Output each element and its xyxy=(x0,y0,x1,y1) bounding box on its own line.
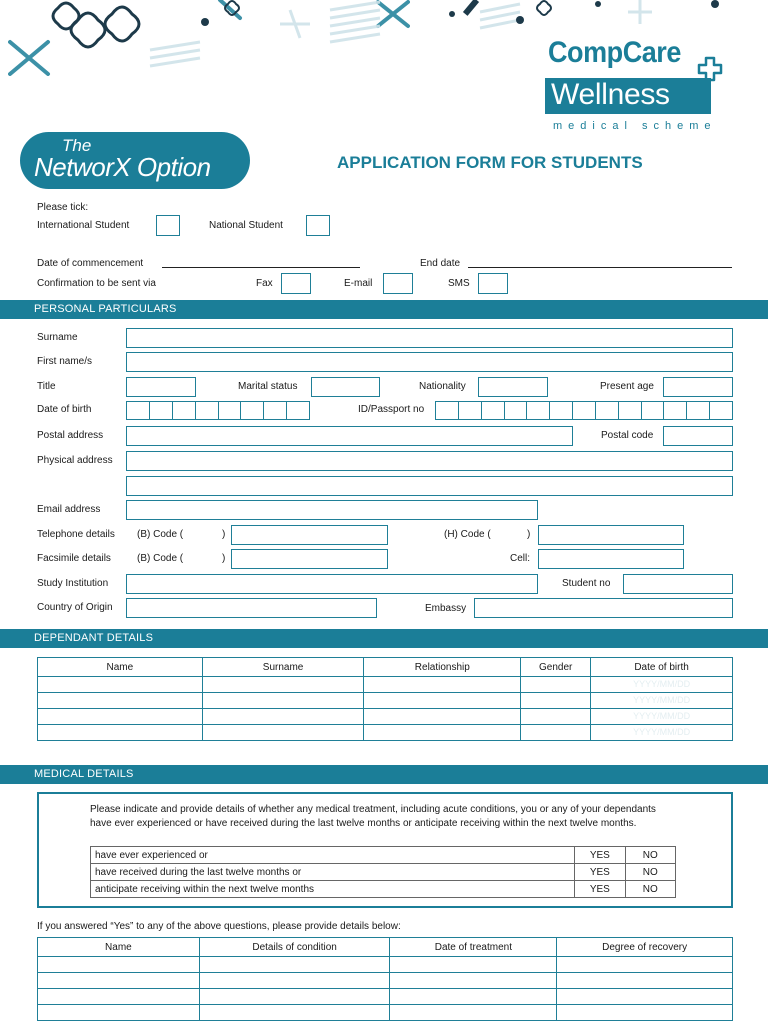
dob-input[interactable] xyxy=(126,401,310,420)
national-student-checkbox[interactable] xyxy=(306,215,330,236)
table-cell[interactable] xyxy=(591,677,733,693)
table-cell[interactable] xyxy=(390,957,557,973)
telephone-b-input[interactable] xyxy=(231,525,388,545)
present-age-label: Present age xyxy=(600,381,654,392)
facsimile-b-code-close: ) xyxy=(222,553,226,564)
table-cell[interactable] xyxy=(199,989,390,1005)
table-cell[interactable] xyxy=(199,957,390,973)
embassy-input[interactable] xyxy=(474,598,733,618)
dependant-header-row xyxy=(38,658,733,677)
international-student-checkbox[interactable] xyxy=(156,215,180,236)
compcare-logo xyxy=(545,36,735,136)
confirmation-label: Confirmation to be sent via xyxy=(37,278,156,289)
dob-placeholder: YYYY/MM/DD xyxy=(633,711,691,721)
no-option[interactable]: NO xyxy=(625,847,675,864)
study-institution-label: Study Institution xyxy=(37,578,109,589)
table-cell[interactable] xyxy=(521,709,591,725)
table-cell[interactable] xyxy=(38,989,200,1005)
fax-checkbox[interactable] xyxy=(281,273,311,294)
personal-heading: PERSONAL PARTICULARS xyxy=(34,303,177,315)
email-checkbox[interactable] xyxy=(383,273,413,294)
table-cell[interactable] xyxy=(38,1005,200,1021)
form-title: APPLICATION FORM FOR STUDENTS xyxy=(337,153,643,172)
tick-prompt: Please tick: xyxy=(37,202,89,213)
facsimile-b-code-label: (B) Code ( xyxy=(137,553,184,564)
national-student-label: National Student xyxy=(209,220,283,231)
medical-question-text: have ever experienced or xyxy=(91,847,575,864)
physical-address-label: Physical address xyxy=(37,455,113,466)
dependant-col-gender: Gender xyxy=(521,658,591,677)
surname-label: Surname xyxy=(37,332,78,343)
email-option-label: E-mail xyxy=(344,278,373,289)
table-cell[interactable] xyxy=(202,709,364,725)
logo-line2: Wellness xyxy=(551,78,670,111)
country-origin-input[interactable] xyxy=(126,598,377,618)
table-cell[interactable] xyxy=(521,693,591,709)
table-cell[interactable] xyxy=(390,989,557,1005)
medical-question-row xyxy=(91,864,676,881)
table-cell[interactable] xyxy=(591,709,733,725)
medical-col-treatment-date: Date of treatment xyxy=(390,938,557,957)
first-names-input[interactable] xyxy=(126,352,733,372)
dependant-col-name: Name xyxy=(38,658,203,677)
email-address-label: Email address xyxy=(37,504,101,515)
yes-option[interactable]: YES xyxy=(575,864,625,881)
medical-details-header-row xyxy=(38,938,733,957)
logo-line1: CompCare xyxy=(548,36,681,69)
table-cell[interactable] xyxy=(591,693,733,709)
dependant-col-relationship: Relationship xyxy=(364,658,521,677)
table-cell[interactable] xyxy=(38,693,203,709)
medical-question-row xyxy=(91,881,676,898)
table-cell[interactable] xyxy=(202,677,364,693)
cell-input[interactable] xyxy=(538,549,684,569)
email-address-input[interactable] xyxy=(126,500,538,520)
table-cell[interactable] xyxy=(390,1005,557,1021)
table-cell[interactable] xyxy=(202,725,364,741)
table-cell[interactable] xyxy=(199,1005,390,1021)
id-passport-label: ID/Passport no xyxy=(358,404,425,415)
postal-address-input[interactable] xyxy=(126,426,573,446)
table-cell[interactable] xyxy=(390,973,557,989)
table-row xyxy=(38,1005,733,1021)
end-date-field[interactable] xyxy=(468,267,732,268)
international-student-label: International Student xyxy=(37,220,130,231)
postal-address-label: Postal address xyxy=(37,430,104,441)
table-row xyxy=(38,709,733,725)
telephone-h-code-close: ) xyxy=(527,529,531,540)
nationality-label: Nationality xyxy=(419,381,466,392)
telephone-b-code-label: (B) Code ( xyxy=(137,529,184,540)
medical-question-text: have received during the last twelve months or xyxy=(91,864,575,881)
table-cell[interactable] xyxy=(38,973,200,989)
dependant-table xyxy=(37,657,733,741)
table-cell[interactable] xyxy=(521,677,591,693)
student-no-label: Student no xyxy=(562,578,611,589)
end-date-label: End date xyxy=(420,258,461,269)
dob-placeholder: YYYY/MM/DD xyxy=(633,695,691,705)
logo-tagline: medical scheme xyxy=(553,120,717,132)
present-age-input[interactable] xyxy=(663,377,733,397)
sms-label: SMS xyxy=(448,278,470,289)
table-cell[interactable] xyxy=(557,1005,733,1021)
physical-address-input-2[interactable] xyxy=(126,476,733,496)
student-no-input[interactable] xyxy=(623,574,733,594)
table-cell[interactable] xyxy=(202,693,364,709)
marital-status-label: Marital status xyxy=(238,381,298,392)
nationality-input[interactable] xyxy=(478,377,548,397)
table-cell[interactable] xyxy=(557,973,733,989)
medical-section-band xyxy=(0,765,768,784)
badge-line2: NetworX Option xyxy=(34,152,211,182)
table-cell[interactable] xyxy=(557,989,733,1005)
medical-col-name: Name xyxy=(38,938,200,957)
yes-option[interactable]: YES xyxy=(575,847,625,864)
commencement-label: Date of commencement xyxy=(37,258,144,269)
dob-placeholder: YYYY/MM/DD xyxy=(633,679,691,689)
no-option[interactable]: NO xyxy=(625,881,675,898)
dependant-col-surname: Surname xyxy=(202,658,364,677)
personal-section-band xyxy=(0,300,768,319)
table-cell[interactable] xyxy=(364,725,521,741)
table-cell[interactable] xyxy=(364,677,521,693)
table-cell[interactable] xyxy=(364,709,521,725)
fax-label: Fax xyxy=(256,278,273,289)
facsimile-label: Facsimile details xyxy=(37,553,111,564)
embassy-label: Embassy xyxy=(425,603,467,614)
table-cell[interactable] xyxy=(557,957,733,973)
table-row xyxy=(38,725,733,741)
dob-placeholder: YYYY/MM/DD xyxy=(633,727,691,737)
table-cell[interactable] xyxy=(591,725,733,741)
telephone-b-code-close: ) xyxy=(222,529,226,540)
dependant-col-dob: Date of birth xyxy=(591,658,733,677)
no-option[interactable]: NO xyxy=(625,864,675,881)
table-cell[interactable] xyxy=(199,973,390,989)
postal-code-label: Postal code xyxy=(601,430,654,441)
table-row xyxy=(38,989,733,1005)
telephone-h-code-label: (H) Code ( xyxy=(444,529,491,540)
table-row xyxy=(38,677,733,693)
medical-questions-panel xyxy=(37,792,733,908)
title-label: Title xyxy=(37,381,56,392)
postal-code-input[interactable] xyxy=(663,426,733,446)
medical-heading: MEDICAL DETAILS xyxy=(34,768,134,780)
id-passport-input[interactable] xyxy=(435,401,733,420)
sms-checkbox[interactable] xyxy=(478,273,508,294)
table-cell[interactable] xyxy=(38,709,203,725)
surname-input[interactable] xyxy=(126,328,733,348)
table-cell[interactable] xyxy=(38,725,203,741)
medical-question-row xyxy=(91,847,676,864)
networx-option-badge xyxy=(20,132,250,189)
medical-question-table xyxy=(90,846,676,898)
dependant-heading: DEPENDANT DETAILS xyxy=(34,632,154,644)
medical-question-text: anticipate receiving within the next twelve months xyxy=(91,881,575,898)
facsimile-input[interactable] xyxy=(231,549,388,569)
study-institution-input[interactable] xyxy=(126,574,538,594)
physical-address-input-1[interactable] xyxy=(126,451,733,471)
dependant-section-band xyxy=(0,629,768,648)
medical-intro: Please indicate and provide details of whether any medical treatment, including acute conditions, you or any of your dependants have ever experienced or have received during the last twelve months or anticipate receiving within the next twelve months. xyxy=(90,804,656,829)
medical-followup: If you answered “Yes” to any of the above questions, please provide details below: xyxy=(37,921,401,932)
table-cell[interactable] xyxy=(38,957,200,973)
table-cell[interactable] xyxy=(38,677,203,693)
cell-label: Cell: xyxy=(510,553,531,564)
medical-col-condition: Details of condition xyxy=(199,938,390,957)
country-origin-label: Country of Origin xyxy=(37,602,113,613)
table-row xyxy=(38,973,733,989)
commencement-field[interactable] xyxy=(162,267,360,268)
medical-details-table xyxy=(37,937,733,1021)
medical-col-recovery: Degree of recovery xyxy=(557,938,733,957)
telephone-h-input[interactable] xyxy=(538,525,684,545)
table-cell[interactable] xyxy=(364,693,521,709)
table-row xyxy=(38,957,733,973)
table-cell[interactable] xyxy=(521,725,591,741)
yes-option[interactable]: YES xyxy=(575,881,625,898)
marital-status-input[interactable] xyxy=(311,377,380,397)
table-row xyxy=(38,693,733,709)
dob-label: Date of birth xyxy=(37,404,92,415)
first-names-label: First name/s xyxy=(37,356,93,367)
title-input[interactable] xyxy=(126,377,196,397)
badge-line1: The xyxy=(62,136,92,155)
telephone-label: Telephone details xyxy=(37,529,115,540)
